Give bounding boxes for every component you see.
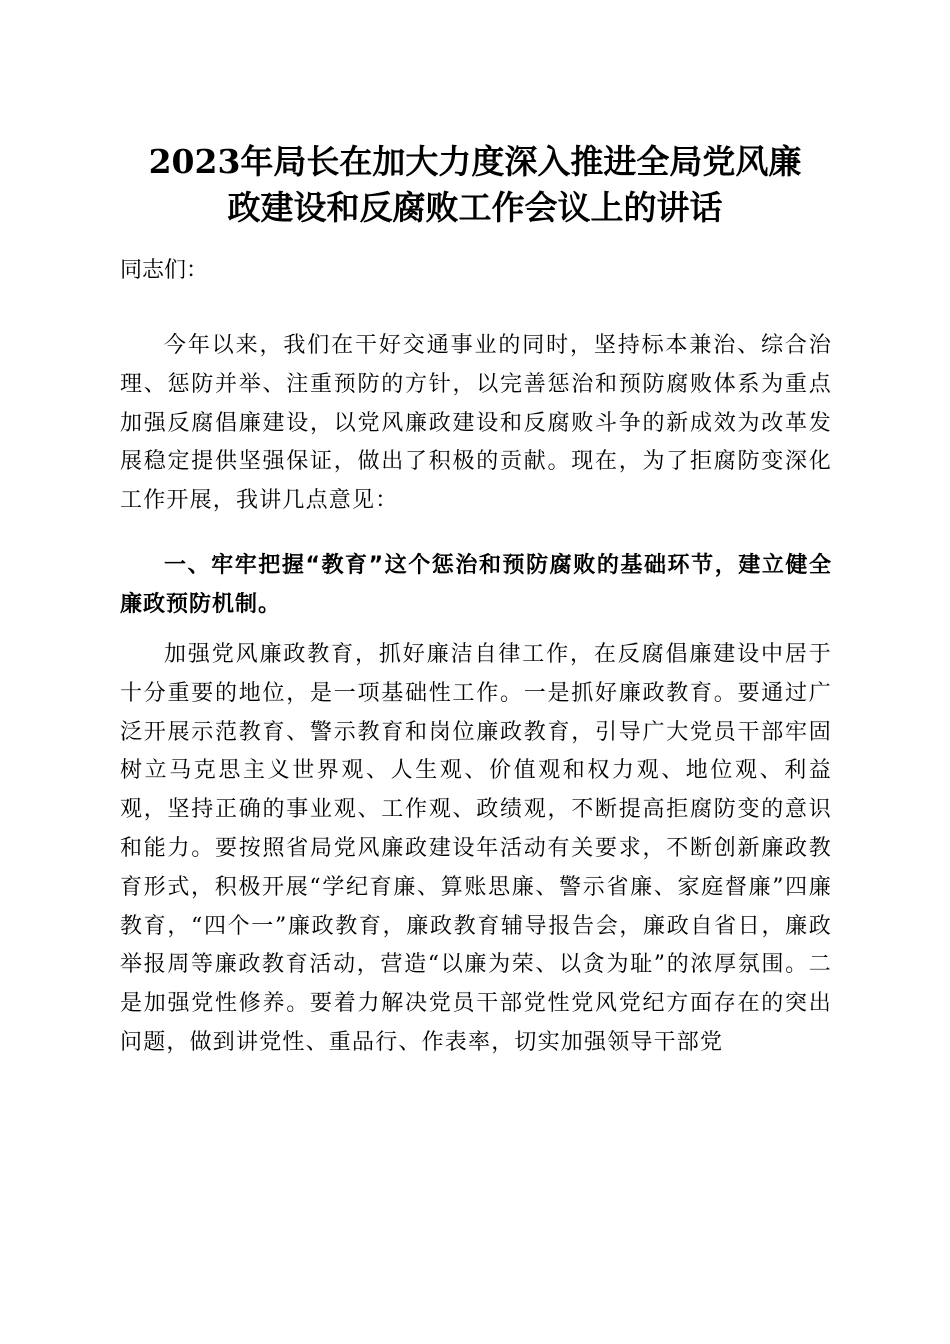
document-title-line-1: 2023年局长在加大力度深入推进全局党风廉 [148, 142, 802, 181]
paragraph-section-1: 加强党风廉政教育，抓好廉洁自律工作，在反腐倡廉建设中居于十分重要的地位，是一项基础性工作。一是抓好廉政教育。要通过广泛开展示范教育、警示教育和岗位廉政教育，引导广大党员干部牢固树立马克思主义世界观、人生观、价值观和权力观、地位观、利益观，坚持正确的事业观、工作观、政绩观，不断提高拒腐防变的意识和能力。要按照省局党风廉政建设年活动有关要求，不断创新廉政教育形式，积极开展“学纪育廉、算账思廉、警示省廉、家庭督廉”四廉教育，“四个一”廉政教育，廉政教育辅导报告会，廉政自省日，廉政举报周等廉政教育活动，营造“以廉为荣、以贪为耻”的浓厚氛围。二是加强党性修养。要着力解决党员干部党性党风党纪方面存在的突出问题，做到讲党性、重品行、作表率，切实加强领导干部党 [120, 642, 832, 1055]
salutation: 同志们： [120, 258, 209, 283]
section-heading-1: 一、牢牢把握“教育”这个惩治和预防腐败的基础环节，建立健全廉政预防机制。 [120, 553, 832, 617]
paragraph-intro: 今年以来，我们在干好交通事业的同时，坚持标本兼治、综合治理、惩防并举、注重预防的方针，以完善惩治和预防腐败体系为重点加强反腐倡廉建设，以党风廉政建设和反腐败斗争的新成效为改革发展稳定提供坚强保证，做出了积极的贡献。现在，为了拒腐防变深化工作开展，我讲几点意见： [120, 333, 832, 514]
document-title-line-2: 政建设和反腐败工作会议上的讲话 [227, 188, 723, 227]
